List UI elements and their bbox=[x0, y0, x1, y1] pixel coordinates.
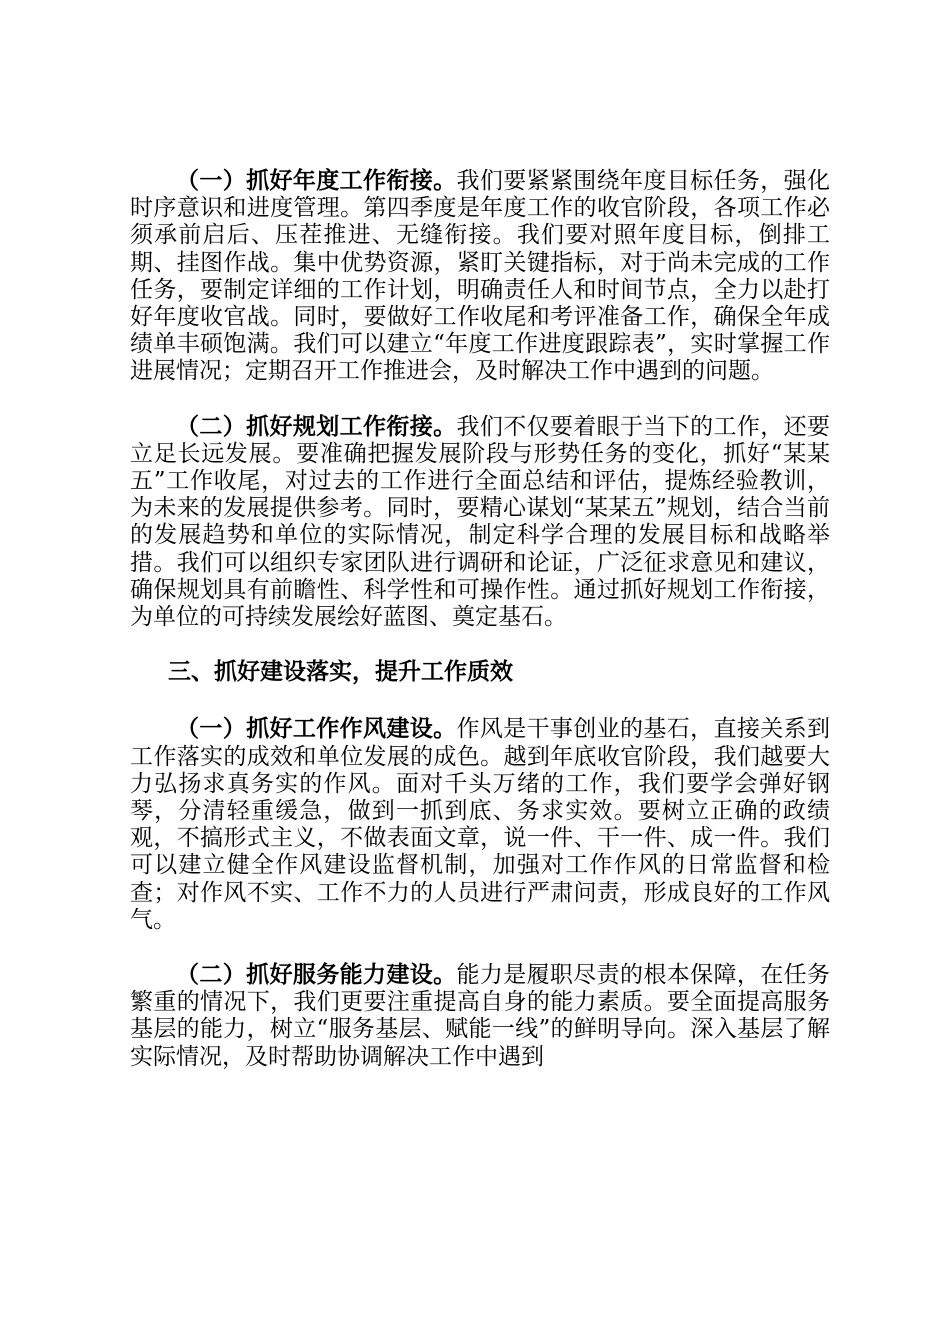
paragraph-annual-work bbox=[130, 168, 830, 386]
paragraph-lead: （一）抓好年度工作衔接。 bbox=[176, 168, 457, 194]
section-heading: 三、抓好建设落实，提升工作质效 bbox=[168, 659, 513, 686]
paragraph-service-capacity bbox=[130, 962, 830, 1071]
paragraph-body: 我们不仅要着眼于当下的工作，还要立足长远发展。要准确把握发展阶段与形势任务的变化，抓好“某某五”工作收尾，对过去的工作进行全面总结和评估，提炼经验教训，为未来的发展提供参考。同时，要精心谋划“某某五”规划，结合当前的发展趋势和单位的实际情况，制定科学合理的发展目标和战略举措。我们可以组织专家团队进行调研和论证，广泛征求意见和建议，确保规划具有前瞻性、科学性和可操作性。通过抓好规划工作衔接，为单位的可持续发展绘好蓝图、奠定基石。 bbox=[130, 413, 831, 631]
paragraph-body: 能力是履职尽责的根本保障，在任务繁重的情况下，我们更要注重提高自身的能力素质。要全面提高服务基层的能力，树立“服务基层、赋能一线”的鲜明导向。深入基层了解实际情况，及时帮助协调解决工作中遇到 bbox=[130, 962, 831, 1070]
paragraph-planning-work bbox=[130, 414, 830, 632]
paragraph-body: 我们要紧紧围绕年度目标任务，强化时序意识和进度管理。第四季度是年度工作的收官阶段，各项工作必须承前启后、压茬推进、无缝衔接。我们要对照年度目标，倒排工期、挂图作战。集中优势资源，紧盯关键指标，对于尚未完成的工作任务，要制定详细的工作计划，明确责任人和时间节点，全力以赴打好年度收官战。同时，要做好工作收尾和考评准备工作，确保全年成绩单丰硕饱满。我们可以建立“年度工作进度跟踪表”，实时掌握工作进展情况；定期召开工作推进会，及时解决工作中遇到的问题。 bbox=[130, 168, 831, 385]
paragraph-work-style bbox=[130, 716, 830, 934]
paragraph-lead: （一）抓好工作作风建设。 bbox=[176, 716, 457, 743]
paragraph-body: 作风是干事创业的基石，直接关系到工作落实的成效和单位发展的成色。越到年底收官阶段，我们越要大力弘扬求真务实的作风。面对千头万绪的工作，我们要学会弹好钢琴，分清轻重缓急，做到一抓到底、务求实效。要树立正确的政绩观，不搞形式主义，不做表面文章，说一件、干一件、成一件。我们可以建立健全作风建设监督机制，加强对工作作风的日常监督和检查；对作风不实、工作不力的人员进行严肃问责，形成良好的工作风气。 bbox=[130, 716, 831, 933]
paragraph-lead: （二）抓好规划工作衔接。 bbox=[176, 413, 457, 440]
paragraph-lead: （二）抓好服务能力建设。 bbox=[176, 962, 457, 989]
document-page bbox=[130, 168, 830, 1099]
